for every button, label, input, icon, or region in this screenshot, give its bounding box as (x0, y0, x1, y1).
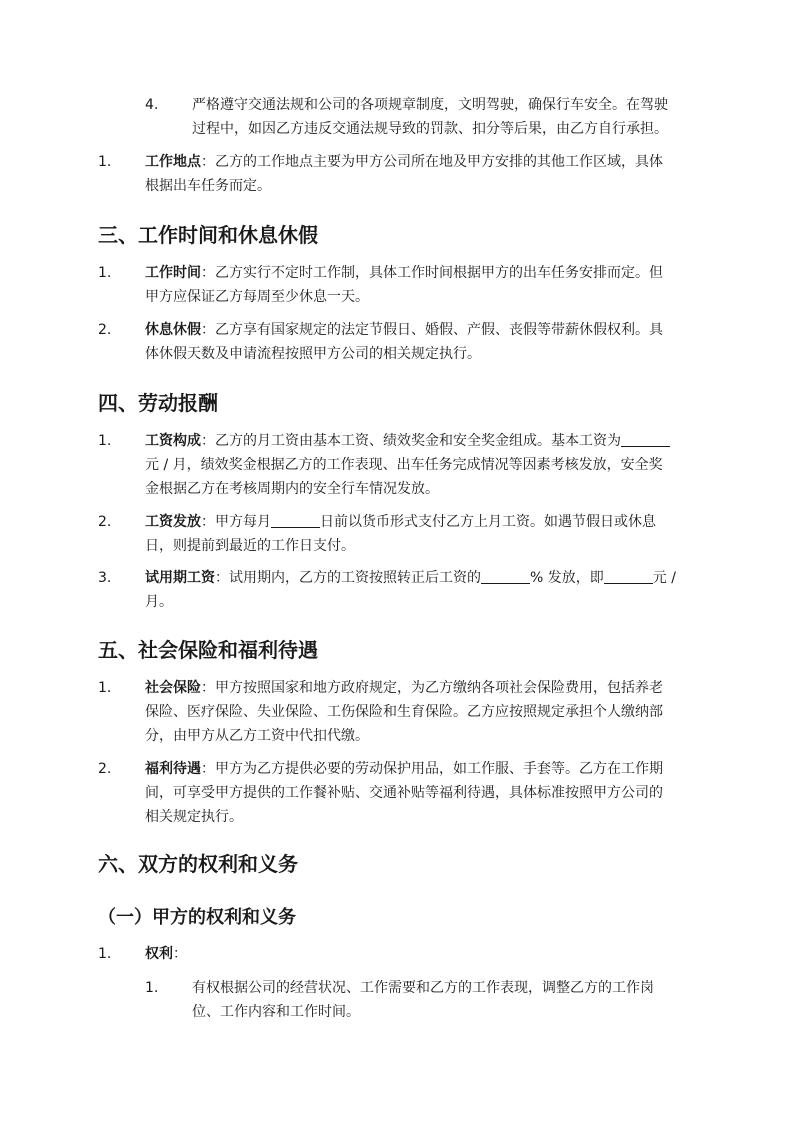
list-text: 工作地点：乙方的工作地点主要为甲方公司所在地及甲方安排的其他工作区域，具体 根据出车任务而定。 (145, 154, 663, 194)
list-text: 休息休假：乙方享有国家规定的法定节假日、婚假、产假、丧假等带薪休假权利。具 体休假天数及申请流程按照甲方公司的相关规定执行。 (145, 322, 663, 362)
list-number: 1. (98, 680, 112, 696)
list-number: 1. (98, 946, 112, 962)
heading-remuneration: 四、劳动报酬 (98, 391, 218, 415)
list-number: 1. (98, 265, 112, 281)
list-text: 工资发放：甲方每月 日前以货币形式支付乙方上月工资。如遇节假日或休息 日，则提前到最近的工作日支付。 (145, 514, 656, 554)
list-text: 工资构成：乙方的月工资由基本工资、绩效奖金和安全奖金组成。基本工资为 元 / 月，绩效奖金根据乙方的工作表现、出车任务完成情况等因素考核发放，安全奖 金根据乙方在考核周期内的安全行车情况发放。 (145, 429, 705, 501)
list-number: 2. (98, 322, 112, 338)
list-text: 试用期工资：试用期内，乙方的工资按照转正后工资的 % 发放，即 元 / 月。 (145, 570, 676, 610)
list-number: 3. (98, 570, 112, 586)
blank-line (621, 432, 670, 447)
list-text: 工作时间：乙方实行不定时工作制，具体工作时间根据甲方的出车任务安排而定。但 甲方应保证乙方每周至少休息一天。 (145, 265, 663, 305)
list-number: 1. (98, 433, 112, 449)
subheading-party-a: （一）甲方的权利和义务 (98, 907, 296, 928)
heading-insurance-welfare: 五、社会保险和福利待遇 (98, 638, 318, 662)
list-number: 2. (98, 514, 112, 530)
list-text: 社会保险：甲方按照国家和地方政府规定，为乙方缴纳各项社会保险费用，包括养老 保险、医疗保险、失业保险、工伤保险和生育保险。乙方应按照规定承担个人缴纳部 分，由甲方从乙方工资中代扣代缴。 (145, 680, 663, 744)
list-number: 1. (145, 980, 159, 996)
blank-line (604, 569, 653, 584)
list-text: 有权根据公司的经营状况、工作需要和乙方的工作表现，调整乙方的工作岗 位、工作内容和工作时间。 (192, 980, 654, 1020)
blank-line (271, 513, 320, 528)
list-text: 严格遵守交通法规和公司的各项规章制度，文明驾驶，确保行车安全。在驾驶 过程中，如因乙方违反交通法规导致的罚款、扣分等后果，由乙方自行承担。 (192, 97, 668, 137)
heading-rights-obligations: 六、双方的权利和义务 (98, 852, 298, 876)
list-text: 福利待遇：甲方为乙方提供必要的劳动保护用品，如工作服、手套等。乙方在工作期 间，可享受甲方提供的工作餐补贴、交通补贴等福利待遇，具体标准按照甲方公司的 相关规定执行。 (145, 761, 663, 825)
list-number: 1. (98, 154, 112, 170)
list-text: 权利： (145, 946, 187, 962)
list-number: 2. (98, 761, 112, 777)
list-number: 4. (145, 97, 159, 113)
blank-line (481, 569, 530, 584)
heading-work-time-rest: 三、工作时间和休息休假 (98, 223, 318, 247)
